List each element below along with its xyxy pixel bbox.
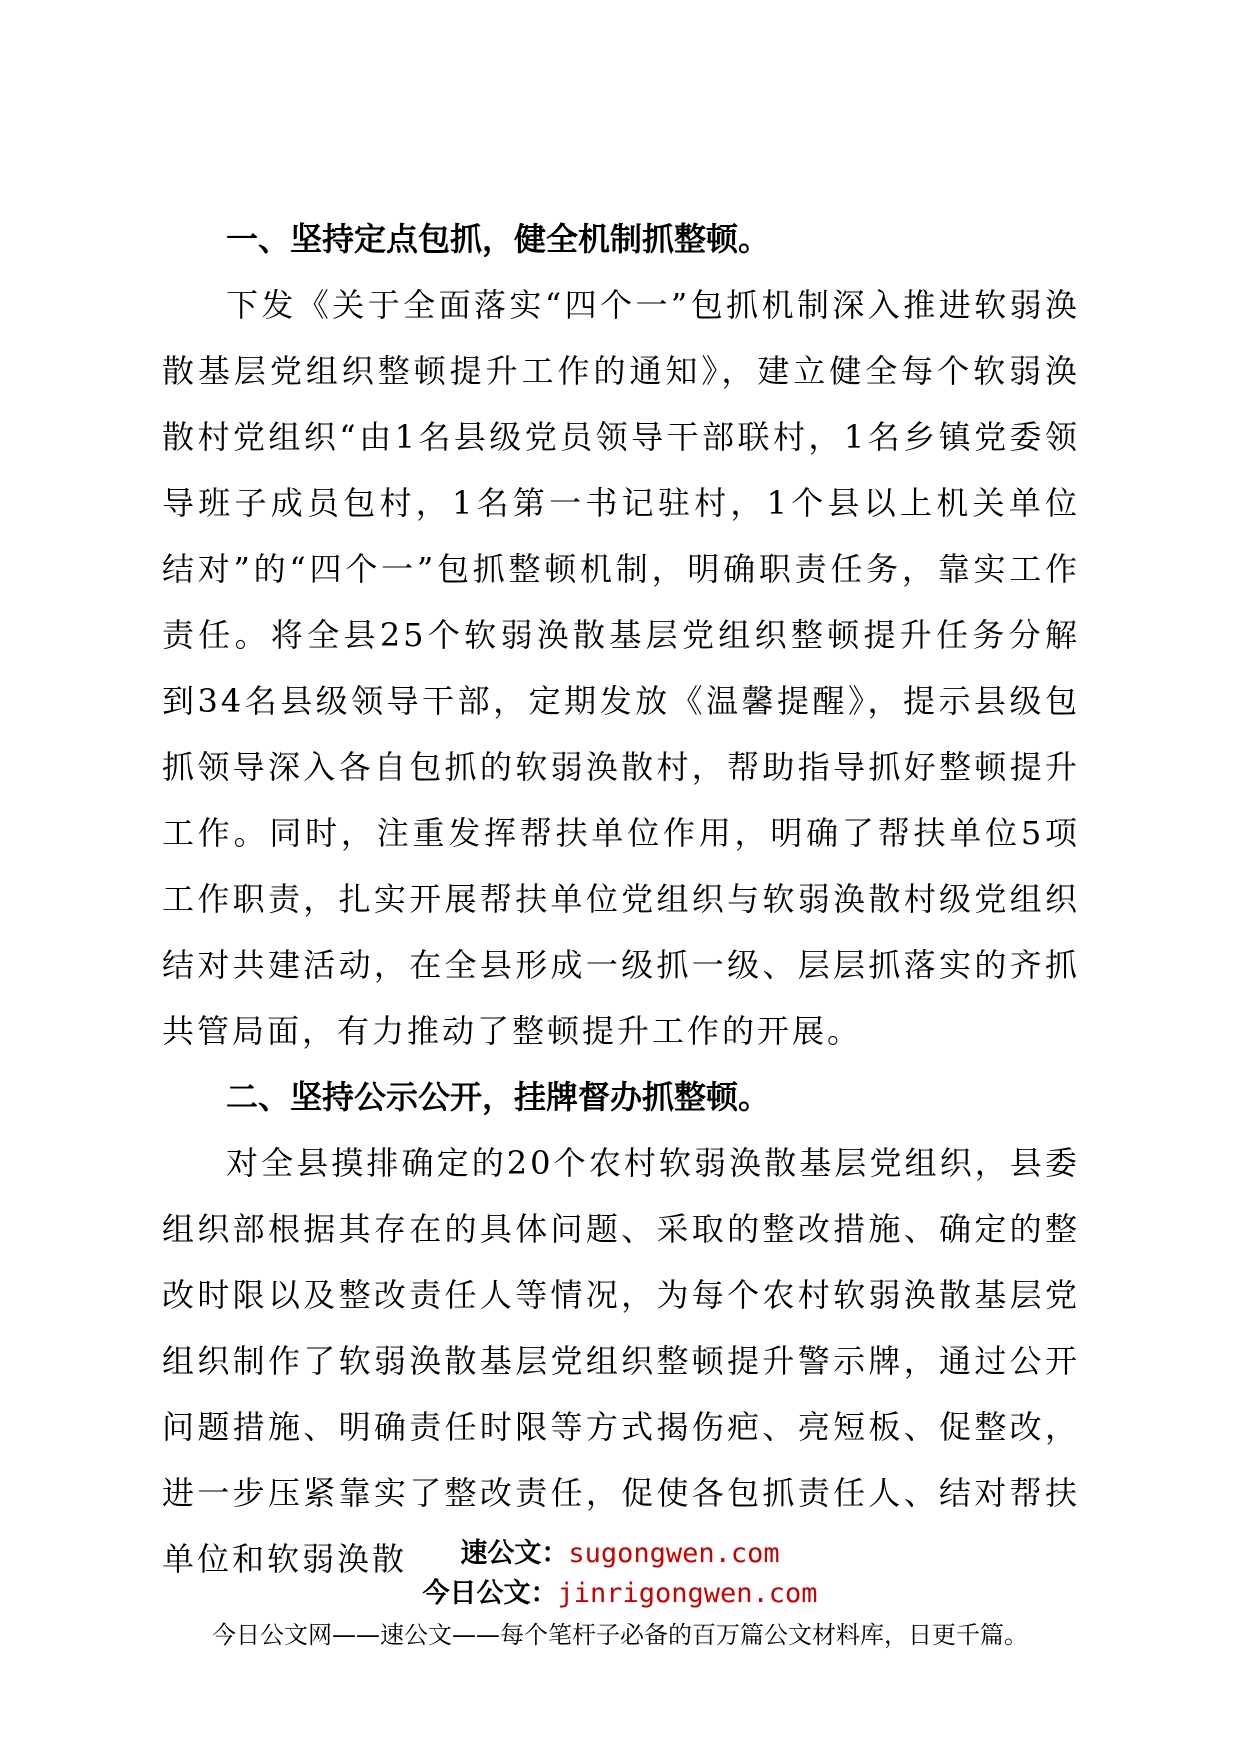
- footer-sugongwen: [0, 1536, 1240, 1572]
- section-paragraph-2: 对全县摸排确定的20个农村软弱涣散基层党组织，县委组织部根据其存在的具体问题、采取的整改措施、确定的整改时限以及整改责任人等情况，为每个农村软弱涣散基层党组织制作了软弱涣散基层党组织整顿提升警示牌，通过公开问题措施、明确责任时限等方式揭伤疤、亮短板、促整改，进一步压紧靠实了整改责任，促使各包抓责任人、结对帮扶单位和软弱涣散: [162, 1144, 1080, 1578]
- footer-slogan: 今日公文网——速公文——每个笔杆子必备的百万篇公文材料库，日更千篇。: [212, 1621, 1028, 1649]
- footer-sugongwen-link[interactable]: sugongwen.com: [568, 1538, 780, 1569]
- section-heading-2: 二、坚持公示公开，挂牌督办抓整顿。: [226, 1078, 771, 1116]
- footer-jinrigongwen-label: 今日公文：: [422, 1578, 558, 1609]
- section-heading-1: 一、坚持定点包抓，健全机制抓整顿。: [226, 220, 771, 258]
- footer-jinrigongwen: [0, 1576, 1240, 1612]
- section-paragraph-1: 下发《关于全面落实“四个一”包抓机制深入推进软弱涣散基层党组织整顿提升工作的通知》，建立健全每个软弱涣散村党组织“由1名县级党员领导干部联村，1名乡镇党委领导班子成员包村，1名第一书记驻村，1个县以上机关单位结对”的“四个一”包抓整顿机制，明确职责任务，靠实工作责任。将全县25个软弱涣散基层党组织整顿提升任务分解到34名县级领导干部，定期发放《温馨提醒》，提示县级包抓领导深入各自包抓的软弱涣散村，帮助指导抓好整顿提升工作。同时，注重发挥帮扶单位作用，明确了帮扶单位5项工作职责，扎实开展帮扶单位党组织与软弱涣散村级党组织结对共建活动，在全县形成一级抓一级、层层抓落实的齐抓共管局面，有力推动了整顿提升工作的开展。: [162, 286, 1080, 1050]
- footer-sugongwen-label: 速公文：: [460, 1538, 569, 1569]
- footer-jinrigongwen-link[interactable]: jinrigongwen.com: [557, 1578, 818, 1609]
- document-body: [162, 206, 1080, 1592]
